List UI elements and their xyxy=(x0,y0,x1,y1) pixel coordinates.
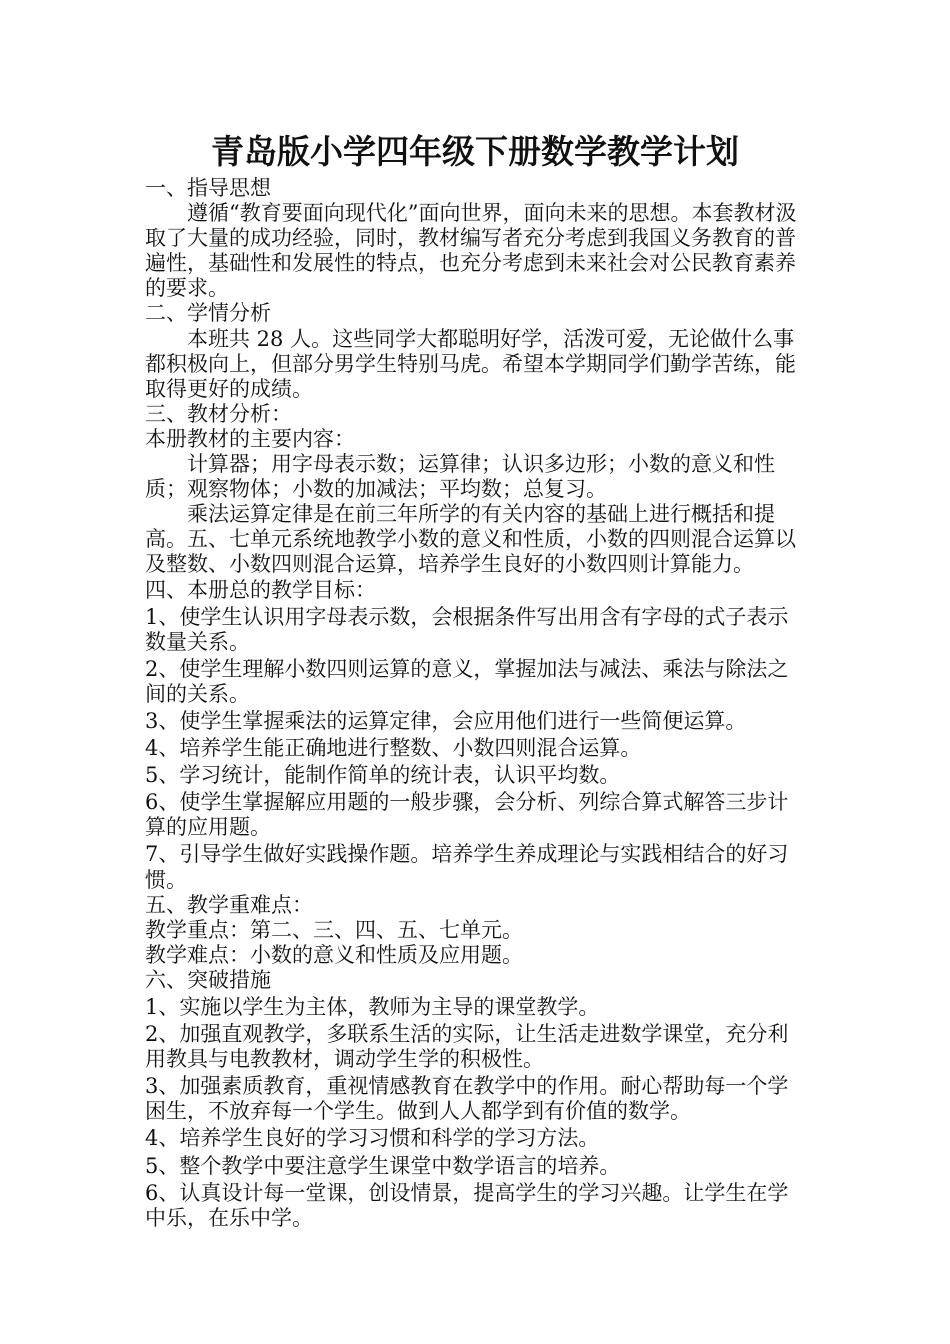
list-item: 1、使学生认识用字母表示数，会根据条件写出用含有字母的式子表示数量关系。 xyxy=(145,604,789,654)
section-heading-measures: 六、突破措施 xyxy=(145,967,271,992)
document-body xyxy=(145,176,805,1231)
section-heading-key-difficult-points: 五、教学重难点： xyxy=(145,892,313,917)
list-item: 4、培养学生能正确地进行整数、小数四则混合运算。 xyxy=(145,736,642,761)
teaching-difficult-points: 教学难点：小数的意义和性质及应用题。 xyxy=(145,942,523,967)
list-item: 5、整个教学中要注意学生课堂中数学语言的培养。 xyxy=(145,1153,621,1178)
list-item: 3、加强素质教育，重视情感教育在教学中的作用。耐心帮助每一个学困生，不放弃每一个学生。做到人人都学到有价值的数学。 xyxy=(145,1074,789,1124)
section-heading-student-analysis: 二、学情分析 xyxy=(145,301,271,326)
document-title: 青岛版小学四年级下册数学教学计划 xyxy=(211,132,739,171)
list-item: 1、实施以学生为主体，教师为主导的课堂教学。 xyxy=(145,995,600,1019)
list-item: 2、加强直观教学，多联系生活的实际，让生活走进数学课堂，充分利用教具与电教教材，调动学生学的积极性。 xyxy=(145,1022,789,1072)
paragraph-student-analysis: 本班共 28 人。这些同学大都聪明好学，活泼可爱，无论做什么事都积极向上，但部分男学生特别马虎。希望本学期同学们勤学苦练，能取得更好的成绩。 xyxy=(145,326,796,401)
paragraph-content-list: 计算器；用字母表示数；运算律；认识多边形；小数的意义和性质；观察物体；小数的加减法；平均数；总复习。 xyxy=(145,452,775,502)
list-item: 6、认真设计每一堂课，创设情景，提高学生的学习兴趣。让学生在学中乐，在乐中学。 xyxy=(145,1180,789,1230)
paragraph-content-detail: 乘法运算定律是在前三年所学的有关内容的基础上进行概括和提高。五、七单元系统地教学小数的意义和性质，小数的四则混合运算以及整数、小数四则混合运算，培养学生良好的小数四则计算能力。 xyxy=(145,502,796,577)
section-heading-textbook-analysis: 三、教材分析： xyxy=(145,401,292,426)
teaching-key-points: 教学重点：第二、三、四、五、七单元。 xyxy=(145,917,523,942)
section-heading-guiding-ideology: 一、指导思想 xyxy=(145,176,271,200)
list-item: 2、使学生理解小数四则运算的意义，掌握加法与减法、乘法与除法之间的关系。 xyxy=(145,656,789,706)
list-item: 5、学习统计，能制作简单的统计表，认识平均数。 xyxy=(145,763,621,788)
list-item: 7、引导学生做好实践操作题。培养学生养成理论与实践相结合的好习惯。 xyxy=(145,842,789,892)
section-heading-teaching-goals: 四、本册总的教学目标： xyxy=(145,577,376,602)
paragraph-guiding-ideology: 遵循“教育要面向现代化”面向世界，面向未来的思想。本套教材汲取了大量的成功经验，同时，教材编写者充分考虑到我国义务教育的普遍性，基础性和发展性的特点，也充分考虑到未来社会对公民教育素养的要求。 xyxy=(145,201,797,301)
subheading-main-content: 本册教材的主要内容： xyxy=(145,426,355,451)
list-item: 4、培养学生良好的学习习惯和科学的学习方法。 xyxy=(145,1126,600,1151)
list-item: 6、使学生掌握解应用题的一般步骤，会分析、列综合算式解答三步计算的应用题。 xyxy=(145,790,789,840)
list-item: 3、使学生掌握乘法的运算定律，会应用他们进行一些简便运算。 xyxy=(145,708,747,733)
document-page xyxy=(145,128,805,1231)
